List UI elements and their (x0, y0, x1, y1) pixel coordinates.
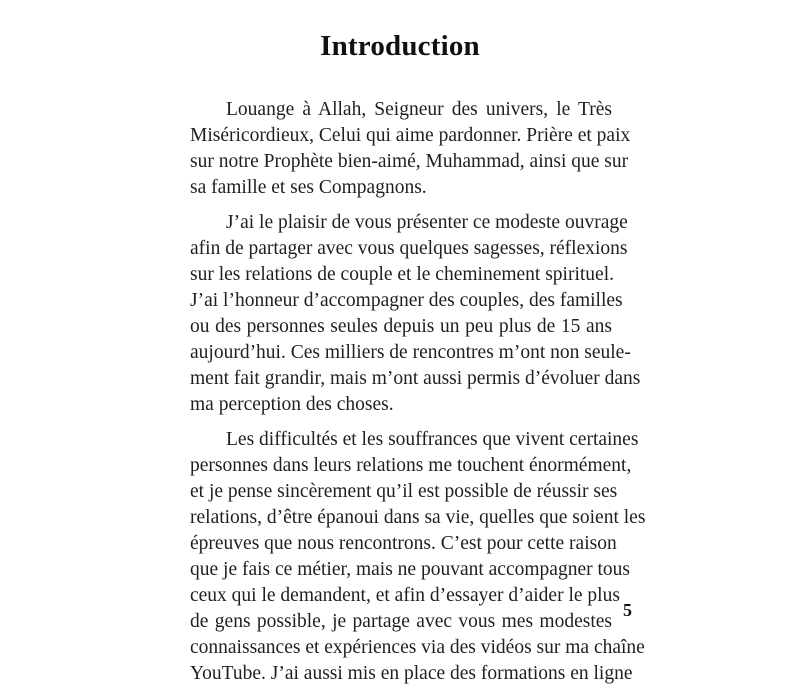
text-line: ceux qui le demandent, et afin d’essayer d’aider le plus (190, 585, 620, 606)
text-line: épreuves que nous rencontrons. C’est pour cette raison (190, 533, 617, 554)
text-line: J’ai le plaisir de vous présenter ce modeste ouvrage (226, 212, 628, 233)
text-line: que je fais ce métier, mais ne pouvant accompagner tous (190, 559, 630, 580)
paragraph-3 (190, 427, 646, 687)
text-line: connaissances et expériences via des vidéos sur ma chaîne (190, 637, 645, 658)
text-line: sur notre Prophète bien-aimé, Muhammad, ainsi que sur (190, 151, 629, 172)
text-line: Louange à Allah, Seigneur des univers, le Très (226, 99, 612, 120)
text-line: ment fait grandir, mais m’ont aussi permis d’évoluer dans (190, 368, 641, 389)
body-text (190, 97, 646, 696)
text-line: personnes dans leurs relations me touchent énormément, (190, 455, 632, 476)
text-line: afin de partager avec vous quelques sagesses, réflexions (190, 238, 628, 259)
text-line: Les difficultés et les souffrances que vivent certaines (226, 429, 639, 450)
text-line: J’ai l’honneur d’accompagner des couples, des familles (190, 290, 623, 311)
text-line: aujourd’hui. Ces milliers de rencontres m’ont non seule- (190, 342, 631, 363)
text-line: et je pense sincèrement qu’il est possible de réussir ses (190, 481, 618, 502)
chapter-title: Introduction (320, 30, 480, 62)
text-line: relations, d’être épanoui dans sa vie, quelles que soient les (190, 507, 646, 528)
text-line: de gens possible, je partage avec vous mes modestes (190, 611, 612, 632)
text-line: ma perception des choses. (190, 394, 394, 415)
paragraph-2 (190, 210, 641, 418)
text-line: ou des personnes seules depuis un peu plus de 15 ans (190, 316, 612, 337)
text-line: sur les relations de couple et le cheminement spirituel. (190, 264, 614, 285)
paragraph-1 (190, 97, 631, 201)
text-line: Miséricordieux, Celui qui aime pardonner. Prière et paix (190, 125, 631, 146)
text-line: sa famille et ses Compagnons. (190, 177, 427, 198)
page-number: 5 (623, 600, 632, 620)
text-line: YouTube. J’ai aussi mis en place des formations en ligne (190, 663, 633, 684)
